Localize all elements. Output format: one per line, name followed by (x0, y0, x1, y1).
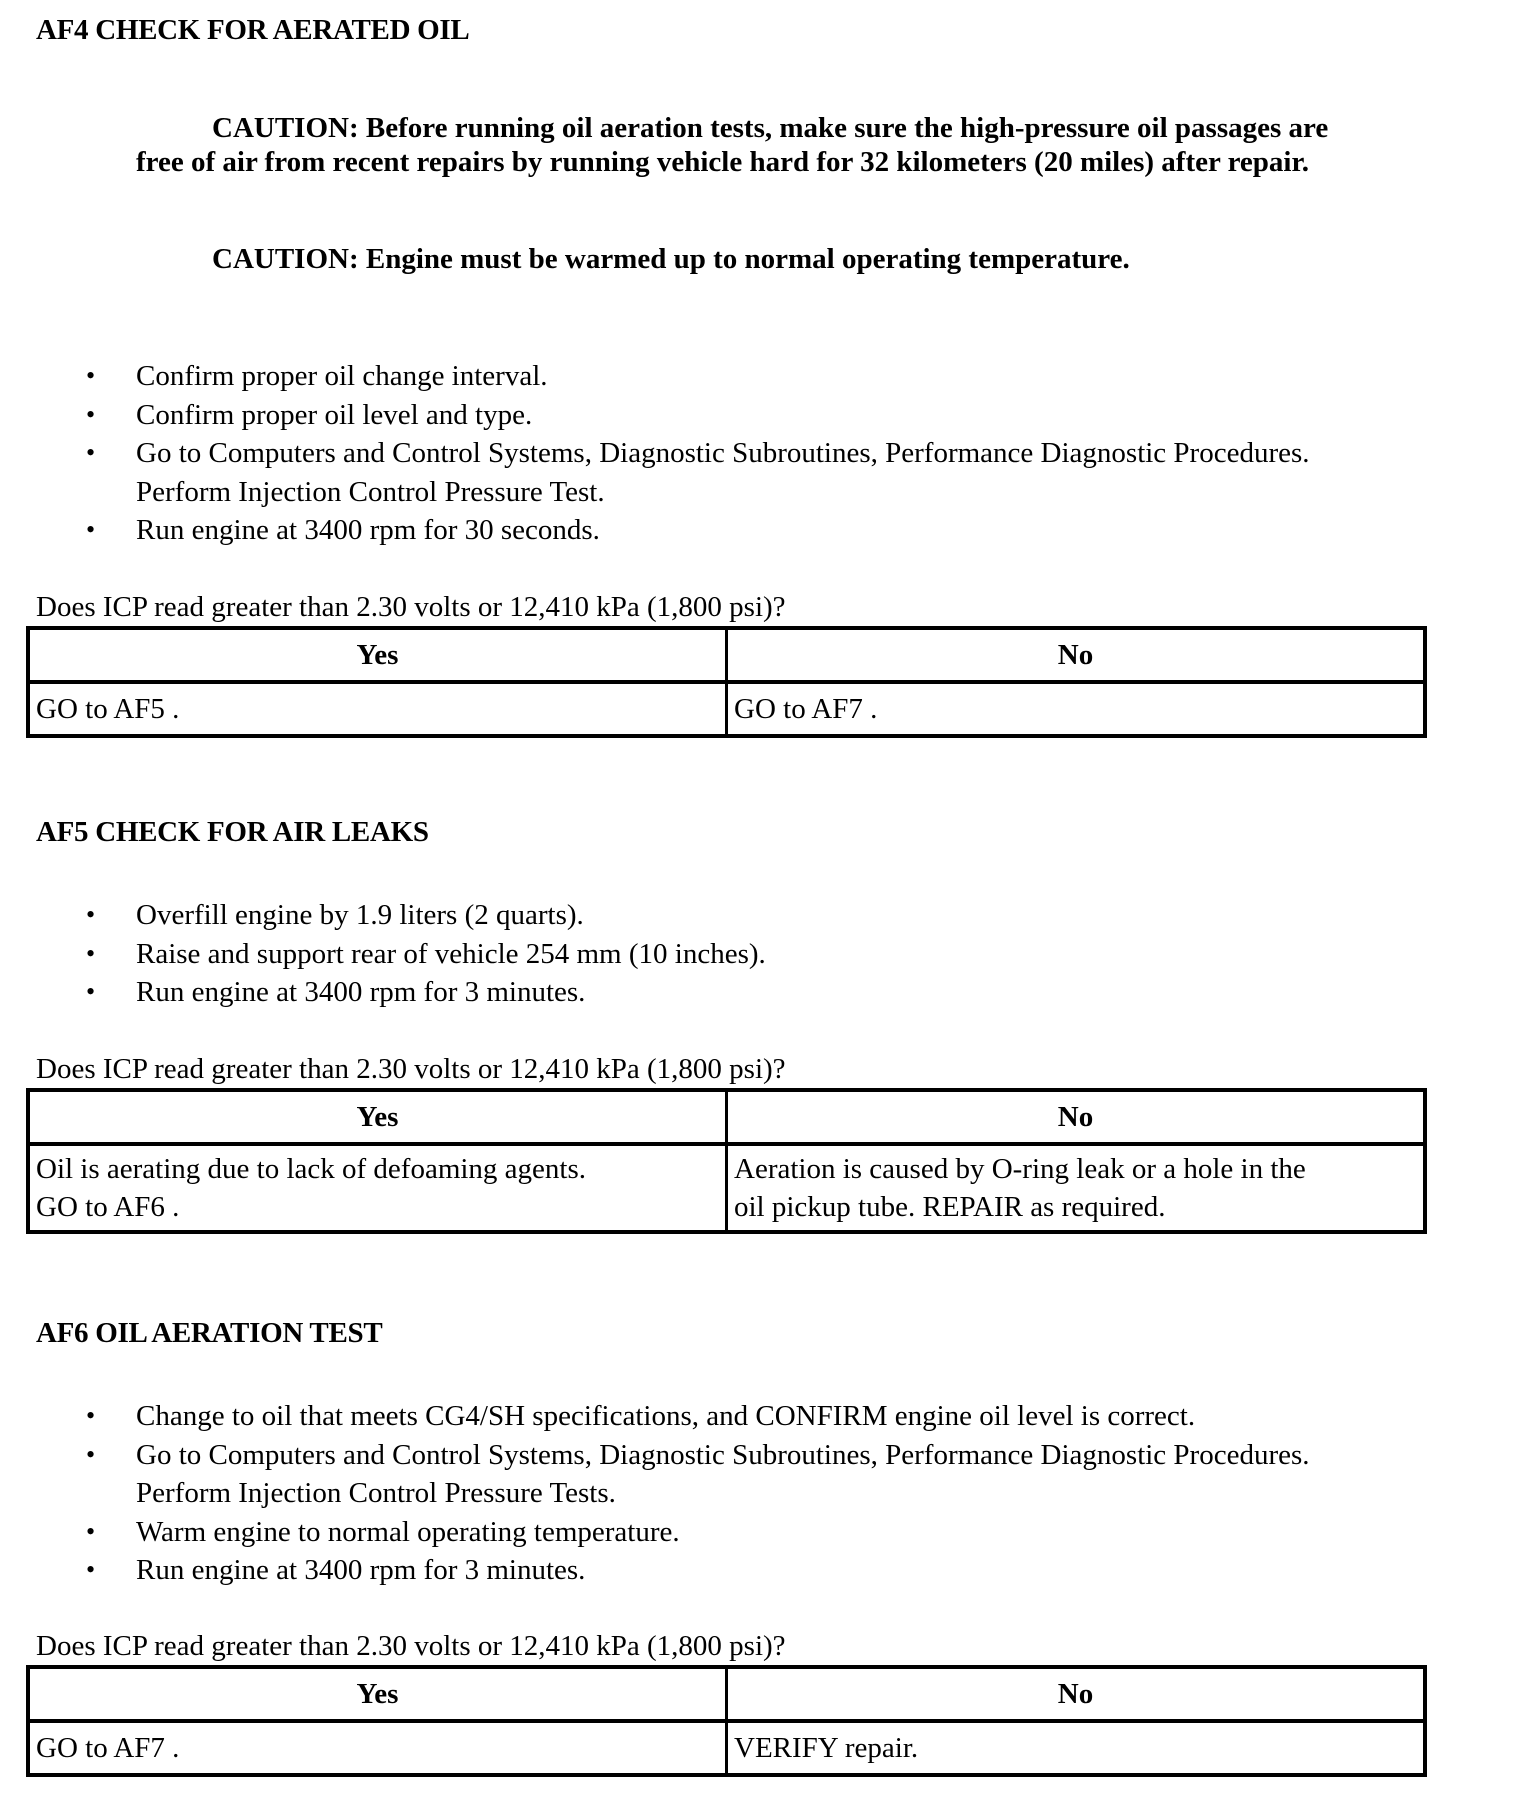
no-header: No (727, 1090, 1426, 1144)
table-row (28, 682, 1425, 736)
list-item: • Change to oil that meets CG4/SH specifications, and CONFIRM engine oil level is correct. (86, 1397, 1526, 1436)
no-cell: Aeration is caused by O-ring leak or a hole in the oil pickup tube. REPAIR as required. (727, 1144, 1426, 1232)
bullet-icon: • (86, 1439, 96, 1469)
bullet-icon: • (86, 938, 96, 968)
section-heading-af4: AF4 CHECK FOR AERATED OIL (36, 14, 470, 46)
list-item: • Overfill engine by 1.9 liters (2 quarts). (86, 896, 1526, 935)
list-item: • Run engine at 3400 rpm for 30 seconds. (86, 511, 1526, 550)
bullet-icon: • (86, 515, 96, 545)
bullet-icon: • (86, 361, 96, 390)
table-header-row (28, 1090, 1425, 1144)
af4-question: Does ICP read greater than 2.30 volts or 12,410 kPa (1,800 psi)? (36, 591, 786, 623)
section-heading-af5: AF5 CHECK FOR AIR LEAKS (36, 816, 429, 848)
list-item: • Confirm proper oil change interval. (86, 357, 1526, 396)
no-header: No (727, 1667, 1426, 1721)
bullet-icon: • (86, 1555, 96, 1585)
bullet-icon: • (86, 438, 96, 468)
af5-question: Does ICP read greater than 2.30 volts or 12,410 kPa (1,800 psi)? (36, 1053, 786, 1085)
no-cell (727, 682, 1426, 736)
list-item: • Go to Computers and Control Systems, Diagnostic Subroutines, Performance Diagnostic Procedures. Perform Injection Control Pressure Test. (86, 434, 1526, 511)
go-to-af7-link[interactable]: GO to AF7 . (734, 693, 878, 725)
yes-header: Yes (28, 1667, 727, 1721)
yes-header: Yes (28, 1090, 727, 1144)
list-item: • Warm engine to normal operating temperature. (86, 1513, 1526, 1552)
bullet-icon: • (86, 977, 96, 1007)
af6-question: Does ICP read greater than 2.30 volts or 12,410 kPa (1,800 psi)? (36, 1630, 786, 1662)
table-row (28, 1721, 1425, 1775)
list-item: • Confirm proper oil level and type. (86, 396, 1526, 435)
list-item: • Run engine at 3400 rpm for 3 minutes. (86, 973, 1526, 1012)
table-header-row (28, 1667, 1425, 1721)
af4-bullet-list (86, 357, 1526, 550)
caution-high-pressure-line1: CAUTION: Before running oil aeration tests, make sure the high-pressure oil passages are (212, 112, 1329, 144)
yes-cell (28, 682, 727, 736)
bullet-icon: • (86, 399, 96, 429)
caution-warm-engine: CAUTION: Engine must be warmed up to normal operating temperature. (212, 243, 1130, 275)
bullet-icon: • (86, 1401, 96, 1430)
go-to-af6-link[interactable]: GO to AF6 . (36, 1191, 180, 1223)
af6-bullet-list (86, 1397, 1526, 1590)
af5-bullet-list (86, 896, 1526, 1012)
af4-decision-table (26, 626, 1427, 738)
section-heading-af6: AF6 OIL AERATION TEST (36, 1317, 383, 1349)
list-item: • Go to Computers and Control Systems, Diagnostic Subroutines, Performance Diagnostic Procedures. Perform Injection Control Pressure Tests. (86, 1436, 1526, 1513)
caution-high-pressure-line2: free of air from recent repairs by running vehicle hard for 32 kilometers (20 miles) after repair. (136, 146, 1309, 178)
table-header-row (28, 628, 1425, 682)
table-row (28, 1144, 1425, 1232)
yes-header: Yes (28, 628, 727, 682)
list-item: • Raise and support rear of vehicle 254 mm (10 inches). (86, 935, 1526, 974)
no-cell: VERIFY repair. (727, 1721, 1426, 1775)
go-to-af5-link[interactable]: GO to AF5 . (36, 693, 180, 725)
af6-decision-table (26, 1665, 1427, 1777)
yes-cell (28, 1721, 727, 1775)
no-header: No (727, 628, 1426, 682)
af5-decision-table (26, 1088, 1427, 1234)
list-item: • Run engine at 3400 rpm for 3 minutes. (86, 1551, 1526, 1590)
yes-cell: Oil is aerating due to lack of defoaming agents. GO to AF6 . (28, 1144, 727, 1232)
bullet-icon: • (86, 1516, 96, 1546)
go-to-af7-link[interactable]: GO to AF7 . (36, 1732, 180, 1764)
bullet-icon: • (86, 900, 96, 929)
